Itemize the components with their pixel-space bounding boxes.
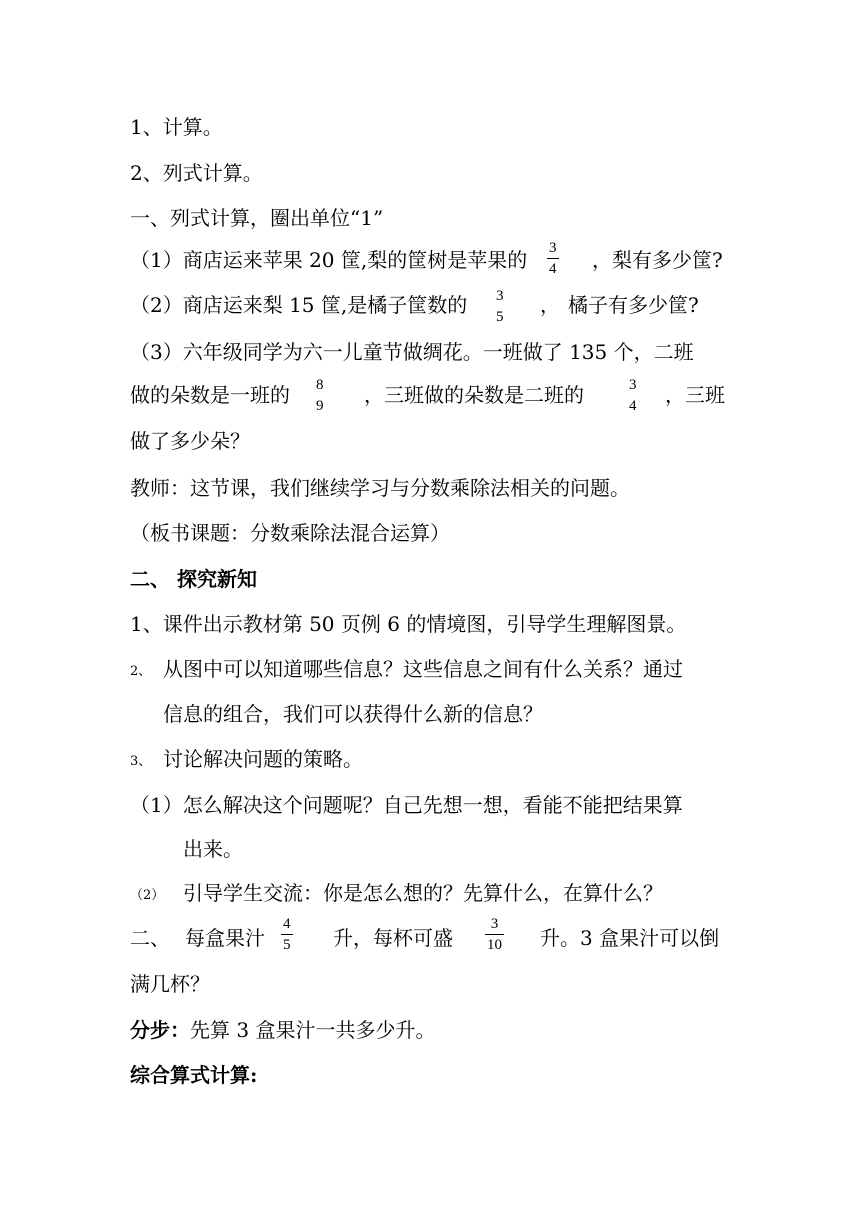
fraction-bar: [547, 258, 559, 259]
question-1-text: （1）商店运来苹果 20 筐,梨的筐树是苹果的: [130, 248, 528, 272]
fraction-bar: [627, 395, 639, 396]
step-3-number: 3、: [130, 754, 152, 769]
problem-2-number: 二、: [130, 926, 170, 950]
fraction-3-5: [494, 289, 506, 325]
fraction-4-5: [281, 917, 293, 953]
fraction-denominator: 4: [629, 398, 637, 414]
fraction-numerator: 3: [629, 377, 637, 393]
fraction-bar: [281, 934, 293, 935]
step-1-text: 1、课件出示教材第 50 页例 6 的情境图，引导学生理解图景。: [130, 612, 687, 636]
fraction-denominator: 5: [283, 937, 291, 953]
fraction-bar: [314, 395, 326, 396]
sub-step-2-text: 引导学生交流：你是怎么想的？先算什么，在算什么？: [183, 881, 663, 905]
sub-step-1-line1: （1）怎么解决这个问题呢？自己先想一想，看能不能把结果算: [130, 793, 683, 817]
fraction-denominator: 10: [487, 937, 502, 953]
problem-2-text-b: 升，每杯可盛: [333, 926, 453, 950]
problem-2-text-a: 每盒果汁: [185, 926, 265, 950]
fraction-numerator: 3: [549, 240, 557, 256]
fraction-numerator: 3: [496, 288, 504, 304]
fraction-bar: [485, 934, 504, 935]
step-by-step-text: 先算 3 盒果汁一共多少升。: [190, 1018, 436, 1042]
step-2-number: 2、: [130, 664, 152, 679]
fraction-3-10: [485, 917, 504, 953]
sub-step-2-number: （2）: [130, 888, 165, 903]
question-2-ask: 橘子有多少筐?: [568, 293, 699, 317]
step-by-step-label: 分步：: [130, 1018, 190, 1042]
section-1-heading: 一、列式计算，圈出单位“1”: [130, 206, 384, 230]
section-2-heading: 二、 探究新知: [130, 567, 257, 591]
step-2-text-line2: 信息的组合，我们可以获得什么新的信息？: [163, 702, 543, 726]
sub-step-1-line2: 出来。: [183, 837, 243, 861]
fraction-numerator: 8: [316, 377, 324, 393]
question-3-text-line3: 做了多少朵？: [130, 429, 250, 453]
step-2-text-line1: 从图中可以知道哪些信息？这些信息之间有什么关系？通过: [163, 657, 683, 681]
combined-formula-heading: 综合算式计算:: [130, 1063, 258, 1087]
item-2-expression-calc: 2、列式计算。: [130, 161, 263, 185]
question-3-text-line2c: ，三班: [665, 383, 725, 407]
fraction-denominator: 5: [496, 309, 504, 325]
fraction-denominator: 9: [316, 398, 324, 414]
fraction-8-9: [314, 378, 326, 414]
question-3-text-line2a: 做的朵数是一班的: [130, 383, 290, 407]
question-3-text-line2b: ，三班做的朵数是二班的: [364, 383, 584, 407]
fraction-bar: [494, 306, 506, 307]
question-2-text: （2）商店运来梨 15 筐,是橘子筐数的: [130, 293, 468, 317]
question-3-text-line1: （3）六年级同学为六一儿童节做绸花。一班做了 135 个，二班: [130, 340, 694, 364]
step-by-step-line: [130, 1020, 435, 1040]
problem-2-text-c: 升。3 盒果汁可以倒: [540, 926, 720, 950]
question-2-comma: ，: [540, 293, 560, 317]
fraction-3-4: [547, 241, 559, 277]
fraction-denominator: 4: [549, 261, 557, 277]
fraction-numerator: 4: [283, 916, 291, 932]
item-1-calc: 1、计算。: [130, 115, 223, 139]
teacher-statement: 教师：这节课，我们继续学习与分数乘除法相关的问题。: [130, 476, 630, 500]
board-topic: （板书课题：分数乘除法混合运算）: [130, 521, 450, 545]
fraction-numerator: 3: [490, 916, 499, 932]
problem-2-text-d: 满几杯？: [130, 972, 210, 996]
fraction-3-4-second: [627, 378, 639, 414]
step-3-text: 讨论解决问题的策略。: [163, 747, 363, 771]
question-1-ask: ，梨有多少筐?: [592, 248, 723, 272]
